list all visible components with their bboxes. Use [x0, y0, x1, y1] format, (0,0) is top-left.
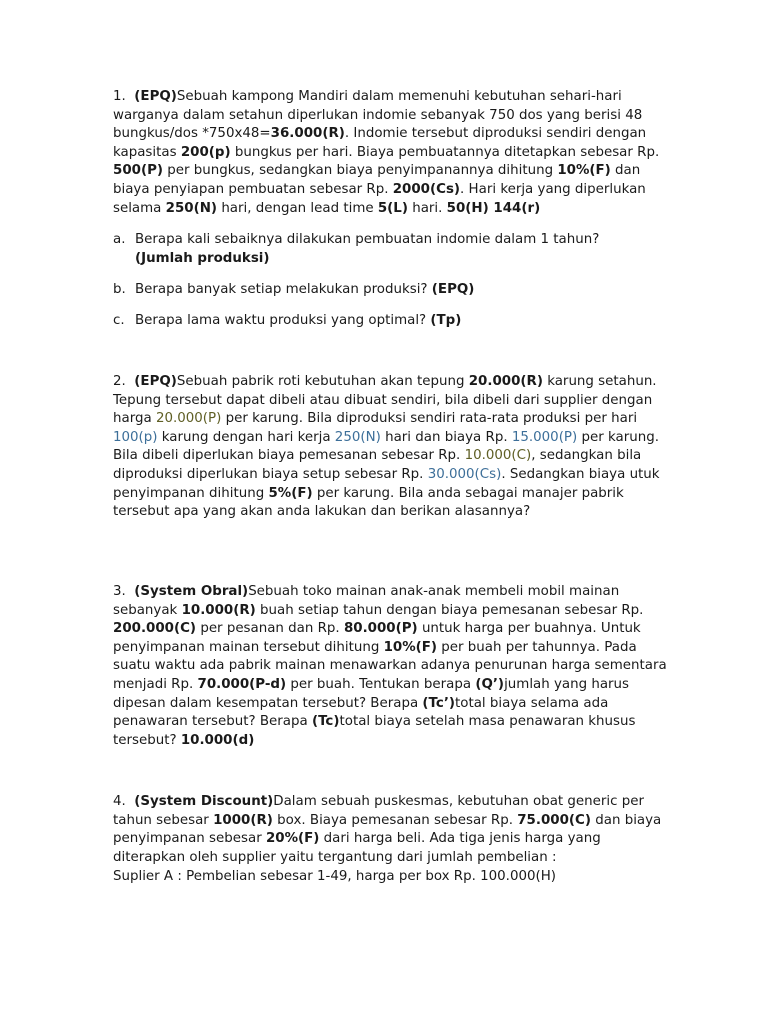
- highlight-term: 250(N): [334, 429, 381, 445]
- question-2: [113, 373, 673, 522]
- item-label: c.: [113, 313, 125, 328]
- bold-term: 250(N): [165, 200, 218, 216]
- item-text: Berapa lama waktu produksi yang optimal?: [135, 313, 431, 328]
- question-3: [113, 583, 673, 750]
- bold-term: 200(p): [180, 144, 231, 160]
- bold-term: 200.000(C): [113, 621, 197, 637]
- question-4: [113, 793, 673, 867]
- bold-term: 1000(R): [213, 812, 273, 828]
- bold-term: 5(L): [377, 200, 408, 216]
- bold-term: 20%(F): [265, 831, 320, 847]
- bold-term: 10.000(d): [180, 732, 255, 748]
- bold-term: (Tc’): [422, 695, 456, 711]
- bold-term: (System Discount): [134, 794, 274, 809]
- bold-term: 5%(F): [268, 485, 313, 501]
- text-run: box. Biaya pemesanan sebesar Rp.: [272, 812, 518, 828]
- text-run: per karung. Bila dibeli diperlukan biaya pemesanan sebesar Rp.: [113, 429, 659, 464]
- highlight-term: 10.000(C): [464, 448, 532, 464]
- bold-term: (Q’): [475, 676, 505, 692]
- bold-term: (Tc): [311, 714, 340, 730]
- text-run: per bungkus, sedangkan biaya penyimpanannya dihitung: [163, 163, 558, 179]
- text-run: hari dan biaya Rp.: [380, 429, 512, 445]
- text-run: total biaya selama ada penawaran tersebut? Berapa: [113, 695, 609, 730]
- question-1-item-b: [113, 281, 673, 300]
- bold-term: 36.000(R): [270, 126, 345, 142]
- bold-term: 75.000(C): [517, 812, 591, 828]
- item-label: b.: [113, 282, 126, 297]
- question-number: 3.: [113, 584, 126, 599]
- item-text: Berapa banyak setiap melakukan produksi?: [135, 282, 432, 297]
- highlight-term: 20.000(P): [155, 411, 222, 427]
- item-text: Berapa kali sebaiknya dilakukan pembuatan indomie dalam 1 tahun?: [135, 232, 600, 247]
- item-bold: (Tp): [430, 313, 462, 328]
- text-run: per pesanan dan Rp.: [196, 621, 344, 637]
- text-run: dan biaya penyiapan pembuatan sebesar Rp.: [113, 163, 641, 197]
- question-1-item-a: [113, 231, 673, 268]
- text-run: . Sedangkan biaya utuk penyimpanan dihitung: [113, 466, 660, 501]
- question-number: 4.: [113, 794, 126, 809]
- text-run: untuk harga per buahnya. Untuk penyimpanan mainan tersebut dihitung: [113, 621, 641, 655]
- highlight-term: 15.000(P): [511, 429, 578, 445]
- text-run: per karung. Bila diproduksi sendiri rata-rata produksi per hari: [221, 411, 638, 427]
- item-bold: (EPQ): [431, 282, 475, 297]
- suplier-a-line: Suplier A : Pembelian sebesar 1-49, harga per box Rp. 100.000(H): [113, 869, 557, 884]
- bold-term: 2000(Cs): [392, 181, 461, 197]
- question-1-text: [113, 89, 659, 216]
- bold-term: 500(P): [113, 163, 164, 179]
- text-run: per buah per tahunnya. Pada suatu waktu ada pabrik mainan menawarkan adanya penurunan harga sementara menjadi Rp.: [113, 639, 667, 692]
- text-run: karung setahun. Tepung tersebut dapat dibeli atau dibuat sendiri, bila dibeli dari supplier dengan harga: [113, 374, 657, 427]
- item-bold: (Jumlah produksi): [135, 250, 270, 266]
- highlight-term: 100(p): [113, 429, 158, 445]
- question-1: [113, 88, 673, 218]
- bold-term: 10%(F): [383, 639, 438, 655]
- text-run: Dalam sebuah puskesmas, kebutuhan obat generic per tahun sebesar: [113, 794, 644, 828]
- text-run: dari harga beli. Ada tiga jenis harga yang diterapkan oleh supplier yaitu tergantung dari jumlah pembelian :: [113, 831, 601, 865]
- text-run: . Indomie tersebut diproduksi sendiri dengan kapasitas: [113, 126, 647, 160]
- text-run: Sebuah kampong Mandiri dalam memenuhi kebutuhan sehari-hari warganya dalam setahun diperlukan indomie sebanyak 750 dos yang berisi 48 bungkus/dos *750x48=: [113, 89, 643, 142]
- bold-term: 80.000(P): [343, 621, 418, 637]
- text-run: bungkus per hari. Biaya pembuatannya ditetapkan sebesar Rp.: [230, 144, 660, 160]
- text-run: hari, dengan lead time: [217, 200, 378, 216]
- text-run: Sebuah pabrik roti kebutuhan akan tepung: [176, 374, 469, 389]
- bold-term: (EPQ): [134, 89, 177, 104]
- question-number: 1.: [113, 89, 126, 104]
- question-4-text: [113, 794, 661, 865]
- question-2-text: [113, 374, 660, 519]
- text-run: karung dengan hari kerja: [157, 429, 335, 445]
- question-number: 2.: [113, 374, 126, 389]
- text-run: buah setiap tahun dengan biaya pemesanan sebesar Rp.: [255, 602, 644, 618]
- item-label: a.: [113, 232, 126, 247]
- bold-term: 20.000(R): [468, 374, 543, 389]
- question-3-text: [113, 584, 667, 748]
- text-run: jumlah yang harus dipesan dalam kesempatan tersebut? Berapa: [113, 676, 630, 711]
- text-run: dan biaya penyimpanan sebesar: [113, 812, 662, 847]
- bold-term: 10.000(R): [181, 602, 256, 618]
- question-1-item-c: [113, 312, 673, 331]
- bold-term: 70.000(P-d): [197, 676, 287, 692]
- text-run: Sebuah toko mainan anak-anak membeli mobil mainan sebanyak: [113, 584, 620, 618]
- text-run: , sedangkan bila diproduksi diperlukan biaya setup sebesar Rp.: [113, 448, 642, 482]
- text-run: hari.: [407, 200, 447, 216]
- text-run: . Hari kerja yang diperlukan selama: [113, 181, 646, 216]
- text-run: total biaya setelah masa penawaran khusus tersebut?: [113, 714, 636, 748]
- text-run: per karung. Bila anda sebagai manajer pabrik tersebut apa yang akan anda lakukan dan berikan alasannya?: [113, 485, 624, 520]
- bold-term: 10%(F): [557, 163, 611, 179]
- bold-term: 50(H) 144(r): [446, 200, 541, 216]
- highlight-term: 30.000(Cs): [427, 466, 502, 482]
- bold-term: (EPQ): [134, 374, 177, 389]
- text-run: per buah. Tentukan berapa: [286, 676, 476, 692]
- bold-term: (System Obral): [134, 584, 249, 599]
